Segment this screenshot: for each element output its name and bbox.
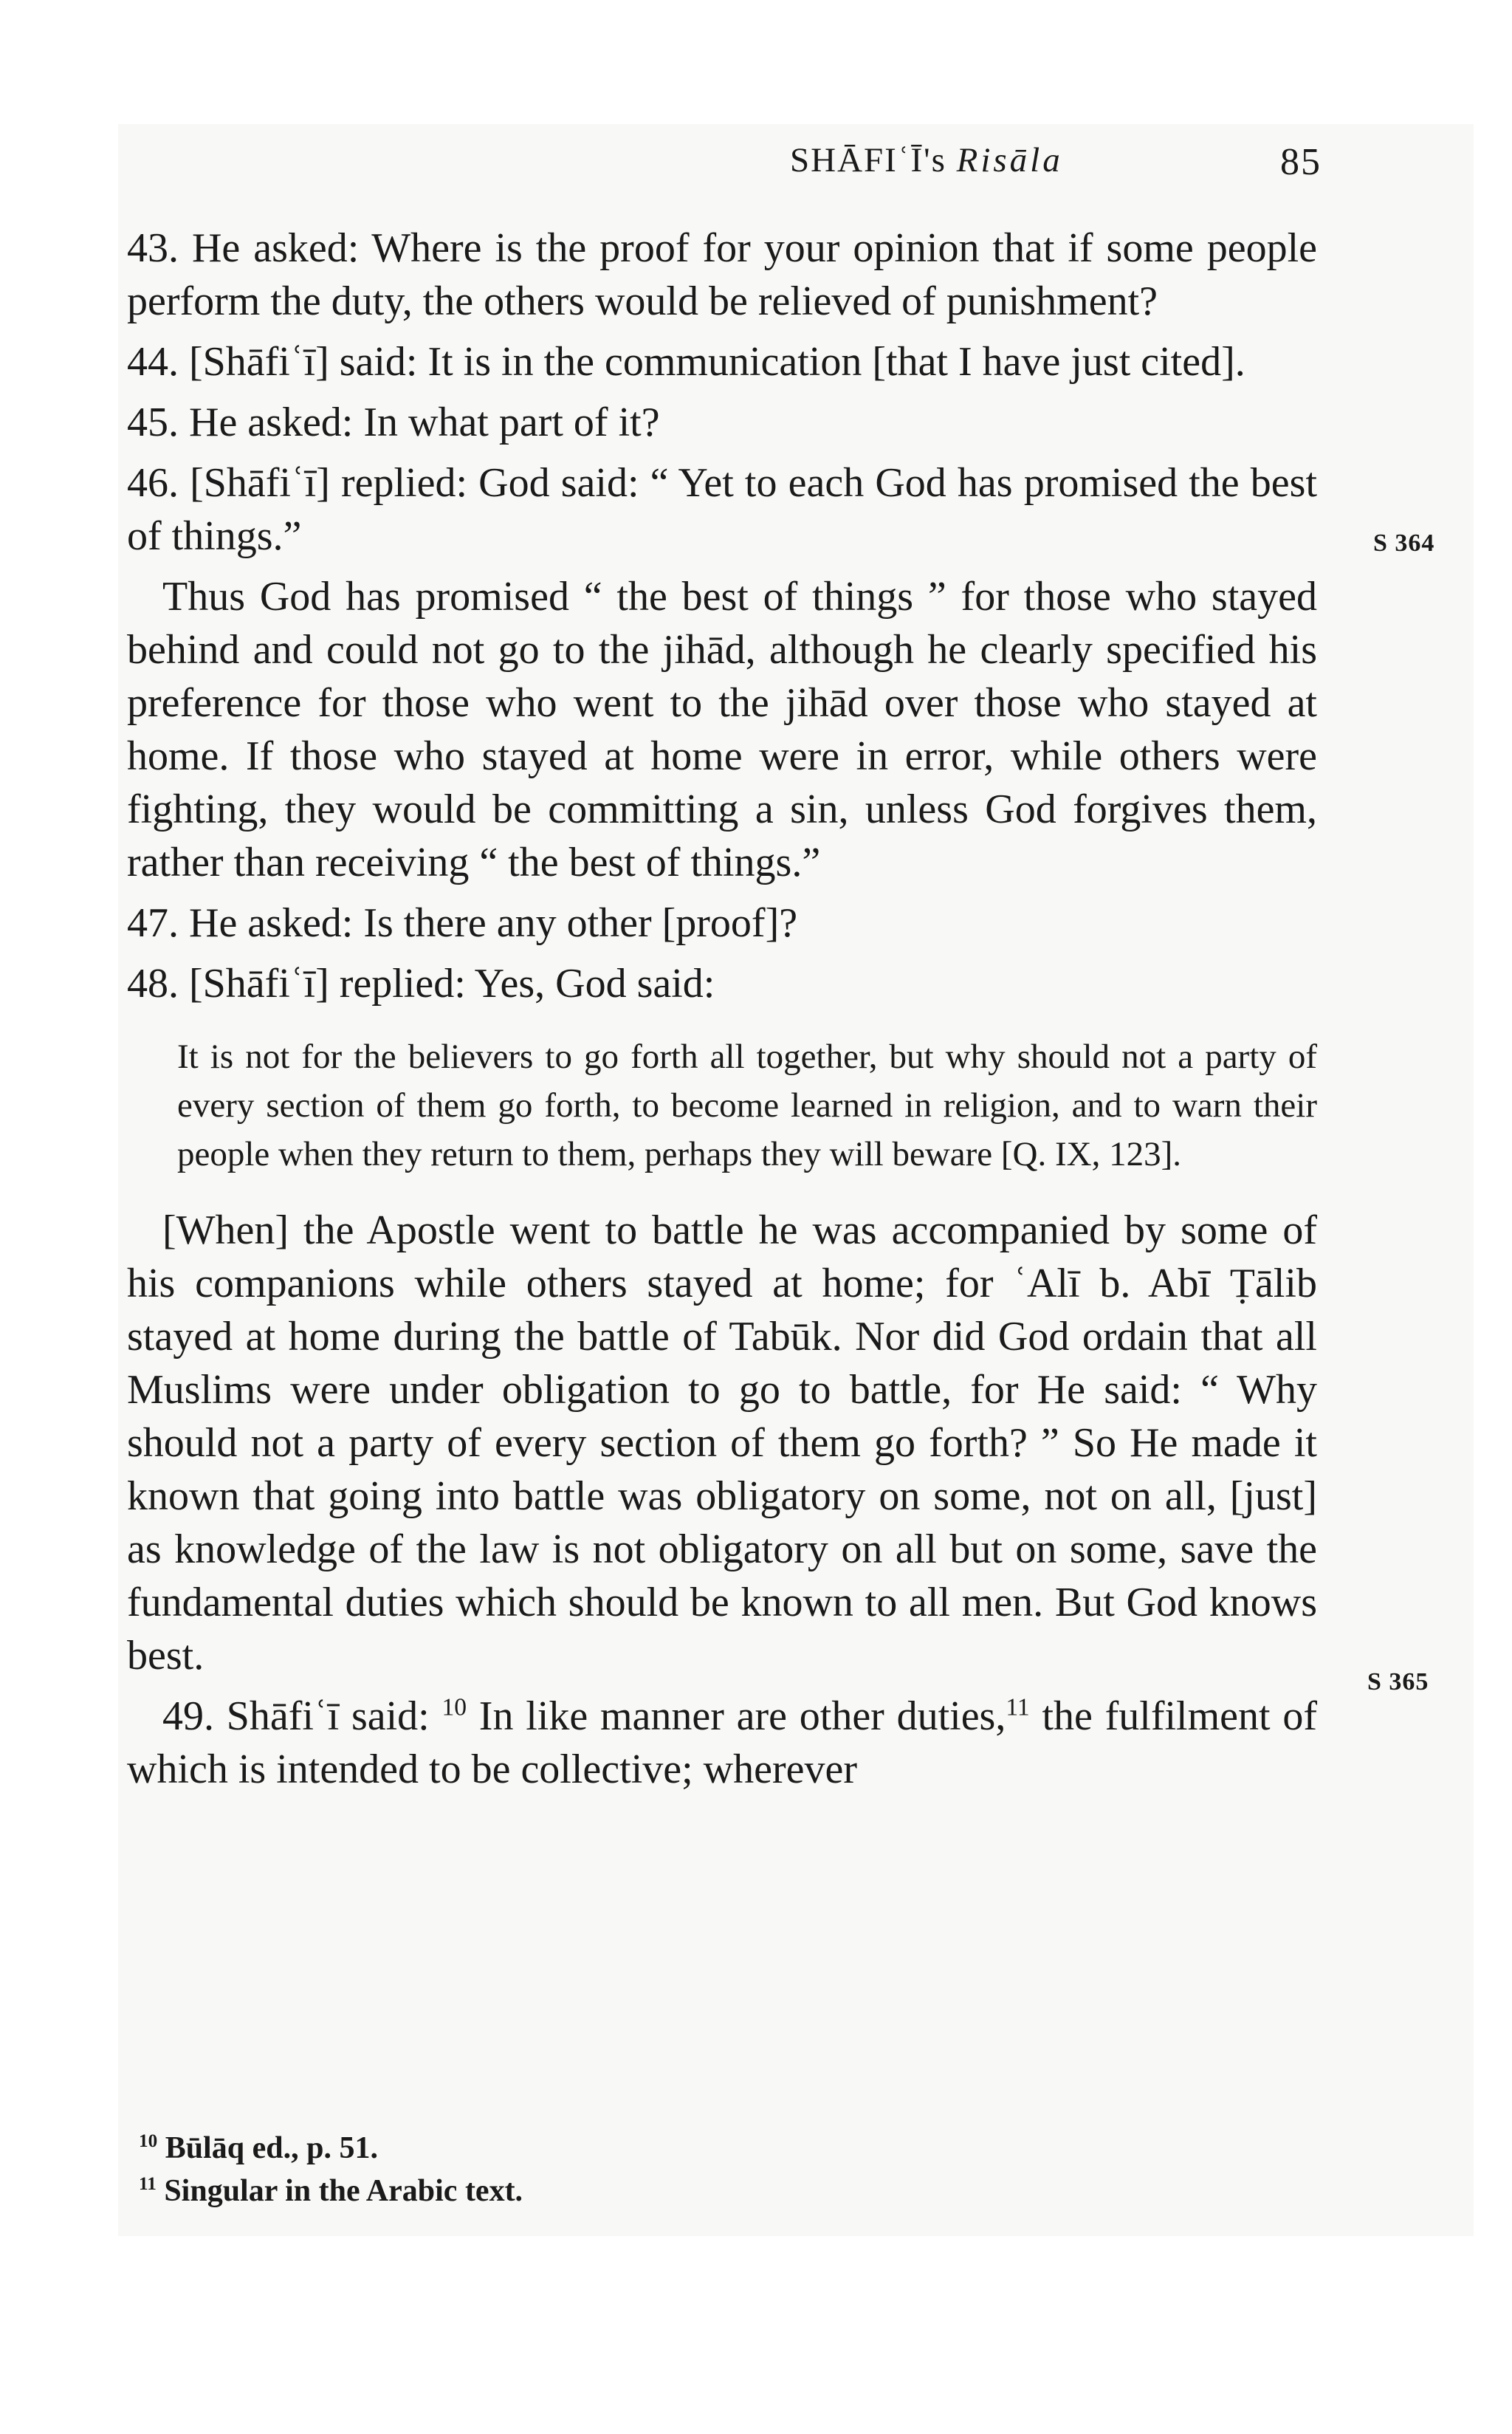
running-title bbox=[790, 140, 1063, 180]
paragraph-45: 45. He asked: In what part of it? bbox=[127, 400, 660, 445]
p49-text-b: In like manner are other duties, bbox=[467, 1693, 1006, 1739]
running-header bbox=[790, 140, 1322, 192]
paragraph-48: 48. [Shāfiʿī] replied: Yes, God said: bbox=[127, 961, 715, 1007]
paragraph-44: 44. [Shāfiʿī] said: It is in the communication [that I have just cited]. bbox=[127, 339, 1245, 385]
paragraph-apostle: [When] the Apostle went to battle he was accompanied by some of his companions while others stayed at home; for ʿAlī b. Abī Ṭālib stayed at home during the battle of Tabūk. Nor did God ordain that all Muslims were under obligation to go to battle, for He said: “ Why should not a party of every section of them go forth? ” So He made it known that going into battle was obligatory on some, not on all, [just] as knowledge of the law is not obligatory on all but on some, save the fundamental duties which should be known to all men. But God knows best. bbox=[127, 1207, 1317, 1679]
p49-text-c: the fulfilment of which is intended to be collective; wherever bbox=[127, 1693, 1317, 1792]
block-quote: It is not for the believers to go forth all together, but why should not a party of every section of them go forth, to become learned in religion, and to warn their people when they return to them, perhaps they will beware [Q. IX, 123]. bbox=[177, 1038, 1317, 1173]
footnote-mark-10: 10 bbox=[139, 2131, 158, 2151]
paragraph-47: 47. He asked: Is there any other [proof]? bbox=[127, 900, 798, 946]
paragraph-46: 46. [Shāfiʿī] replied: God said: “ Yet to each God has promised the best of things.” bbox=[127, 460, 1317, 559]
body-text bbox=[127, 222, 1317, 1803]
paragraph-43: 43. He asked: Where is the proof for your opinion that if some people perform the duty, the others would be relieved of punishment? bbox=[127, 225, 1317, 324]
margin-ref-s364: S 364 bbox=[1373, 529, 1435, 557]
footnote-10 bbox=[139, 2127, 1172, 2170]
p49-text-a: 49. Shāfiʿī said: bbox=[162, 1693, 442, 1739]
footnote-11 bbox=[139, 2170, 1172, 2212]
paragraph-49 bbox=[127, 1690, 1317, 1796]
footnote-ref-10: 10 bbox=[441, 1693, 467, 1721]
margin-ref-s365: S 365 bbox=[1367, 1668, 1429, 1696]
footnotes bbox=[139, 2127, 1172, 2212]
footnote-text-11: Singular in the Arabic text. bbox=[156, 2174, 523, 2208]
footnote-ref-11: 11 bbox=[1006, 1693, 1030, 1721]
footnote-text-10: Būlāq ed., p. 51. bbox=[157, 2131, 378, 2165]
running-title-prefix: SHĀFIʿĪ's bbox=[790, 141, 957, 179]
page-number: 85 bbox=[1280, 141, 1322, 183]
book-title: Risāla bbox=[956, 141, 1063, 179]
footnote-mark-11: 11 bbox=[139, 2174, 157, 2194]
paragraph-thus: Thus God has promised “ the best of things ” for those who stayed behind and could not go to the jihād, although he clearly specified his preference for those who went to the jihād over those who stayed at home. If those who stayed at home were in error, while others were fighting, they would be committing a sin, unless God forgives them, rather than receiving “ the best of things.” bbox=[127, 574, 1317, 885]
